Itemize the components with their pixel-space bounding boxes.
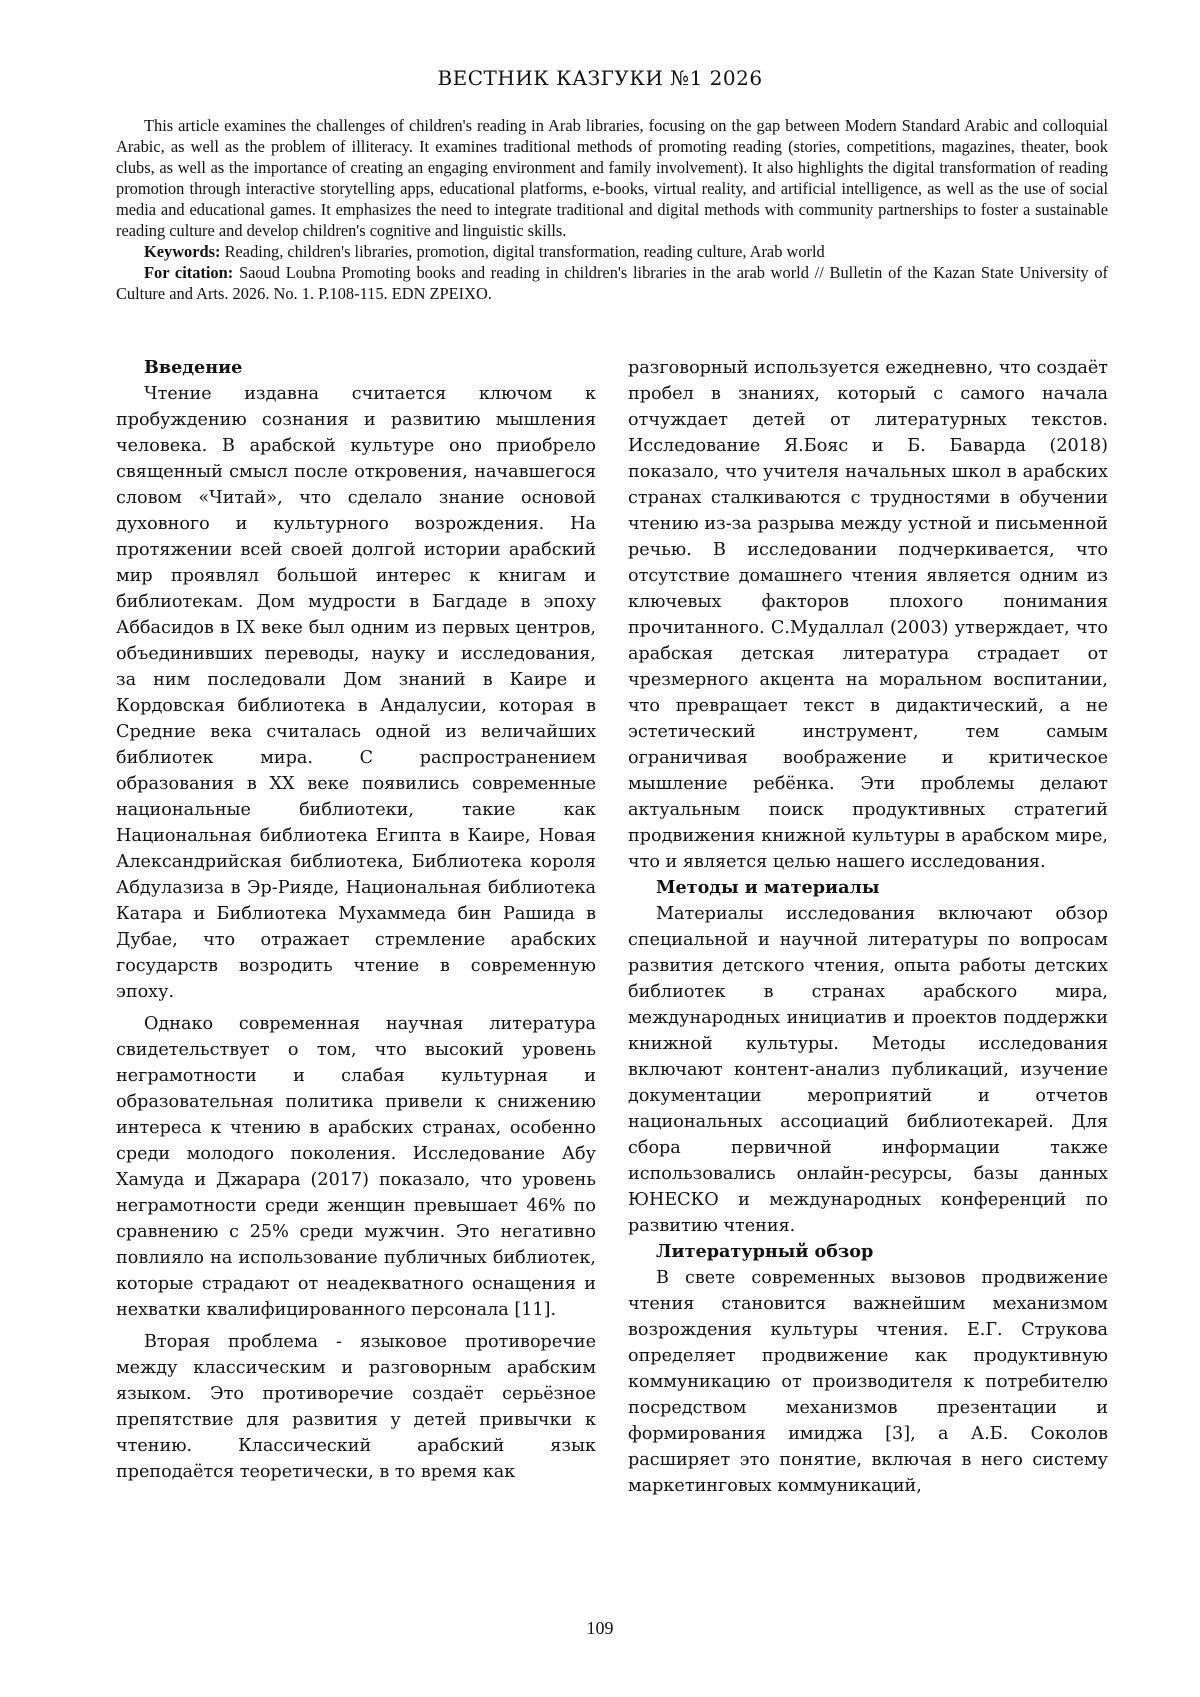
abstract-block: [116, 115, 1108, 304]
intro-paragraph-3-continued: разговорный используется ежедневно, что создаёт пробел в знаниях, который с самого начала отчуждает детей от литературных текстов. Исследование Я.Бояс и Б. Баварда (2018) показало, что учителя начальных школ в арабских странах сталкиваются с трудностями в обучении чтению из-за разрыва между устной и письменной речью. В исследовании подчеркивается, что отсутствие домашнего чтения является одним из ключевых факторов плохого понимания прочитанного. С.Мудаллал (2003) утверждает, что арабская детская литература страдает от чрезмерного акцента на моральном воспитании, что превращает текст в дидактический, а не эстетический инструмент, тем самым ограничивая воображение и критическое мышление ребёнка. Эти проблемы делают актуальным поиск продуктивных стратегий продвижения книжной культуры в арабском мире, что и является целью нашего исследования.: [628, 358, 1108, 872]
intro-paragraph-3: Вторая проблема - языковое противоречие между классическим и разговорным арабским языком. Это противоречие создаёт серьёзное препятствие для развития у детей привычки к чтению. Классический арабский язык преподаётся теоретически, в то время как: [116, 1332, 596, 1482]
citation-label: For citation:: [144, 263, 234, 282]
methods-heading: Методы и материалы: [656, 877, 880, 898]
page-number: 109: [586, 1618, 614, 1638]
right-column: [628, 355, 1108, 1499]
literature-review-heading: Литературный обзор: [656, 1241, 874, 1262]
keywords-label: Keywords:: [144, 242, 221, 261]
left-column: [116, 355, 596, 1485]
keywords-text: Reading, children's libraries, promotion, digital transformation, reading culture, Arab world: [224, 242, 825, 261]
journal-header: ВЕСТНИК КАЗГУКИ №1 2026: [437, 66, 763, 90]
methods-paragraph: Материалы исследования включают обзор специальной и научной литературы по вопросам развития детского чтения, опыта работы детских библиотек в странах арабского мира, международных инициатив и проектов поддержки книжной культуры. Методы исследования включают контент-анализ публикаций, изучение документации мероприятий и отчетов национальных ассоциаций библиотекарей. Для сбора первичной информации также использовались онлайн-ресурсы, базы данных ЮНЕСКО и международных конференций по развитию чтения.: [628, 904, 1108, 1236]
literature-review-paragraph: В свете современных вызовов продвижение чтения становится важнейшим механизмом возрождения культуры чтения. Е.Г. Струкова определяет продвижение как продуктивную коммуникацию от производителя к потребителю посредством механизмов презентации и формирования имиджа [3], а А.Б. Соколов расширяет это понятие, включая в него систему маркетинговых коммуникаций,: [628, 1268, 1108, 1496]
abstract-text: This article examines the challenges of children's reading in Arab libraries, focusing on the gap between Modern Standard Arabic and colloquial Arabic, as well as the problem of illiteracy. It examines traditional methods of promoting reading (stories, competitions, magazines, theater, book clubs, as well as the importance of creating an engaging environment and family involvement). It also highlights the digital transformation of reading promotion through interactive storytelling apps, educational platforms, e-books, virtual reality, and artificial intelligence, as well as the use of social media and educational games. It emphasizes the need to integrate traditional and digital methods with community partnerships to foster a sustainable reading culture and develop children's cognitive and linguistic skills.: [116, 116, 1108, 240]
intro-heading: Введение: [144, 357, 243, 378]
keywords-line: [116, 241, 1108, 262]
citation-text: Saoud Loubna Promoting books and reading in children's libraries in the arab world // Bulletin of the Kazan State University of Culture and Arts. 2026. No. 1. P.108-115. EDN ZPEIXO.: [116, 263, 1108, 303]
citation-line: [116, 262, 1108, 304]
intro-paragraph-2: Однако современная научная литература свидетельствует о том, что высокий уровень неграмотности и слабая культурная и образовательная политика привели к снижению интереса к чтению в арабских странах, особенно среди молодого поколения. Исследование Абу Хамуда и Джарара (2017) показало, что уровень неграмотности среди женщин превышает 46% по сравнению с 25% среди мужчин. Это негативно повлияло на использование публичных библиотек, которые страдают от неадекватного оснащения и нехватки квалифицированного персонала [11].: [116, 1014, 596, 1320]
intro-paragraph-1: Чтение издавна считается ключом к пробуждению сознания и развитию мышления человека. В арабской культуре оно приобрело священный смысл после откровения, начавшегося словом «Читай», что сделало знание основой духовного и культурного возрождения. На протяжении всей своей долгой истории арабский мир проявлял большой интерес к книгам и библиотекам. Дом мудрости в Багдаде в эпоху Аббасидов в IX веке был одним из первых центров, объединивших переводы, науку и исследования, за ним последовали Дом знаний в Каире и Кордовская библиотека в Андалусии, которая в Средние века считалась одной из величайших библиотек мира. С распространением образования в XX веке появились современные национальные библиотеки, такие как Национальная библиотека Египта в Каире, Новая Александрийская библиотека, Библиотека короля Абдулазиза в Эр-Рияде, Национальная библиотека Катара и Библиотека Мухаммеда бин Рашида в Дубае, что отражает стремление арабских государств возродить чтение в современную эпоху.: [116, 384, 596, 1002]
